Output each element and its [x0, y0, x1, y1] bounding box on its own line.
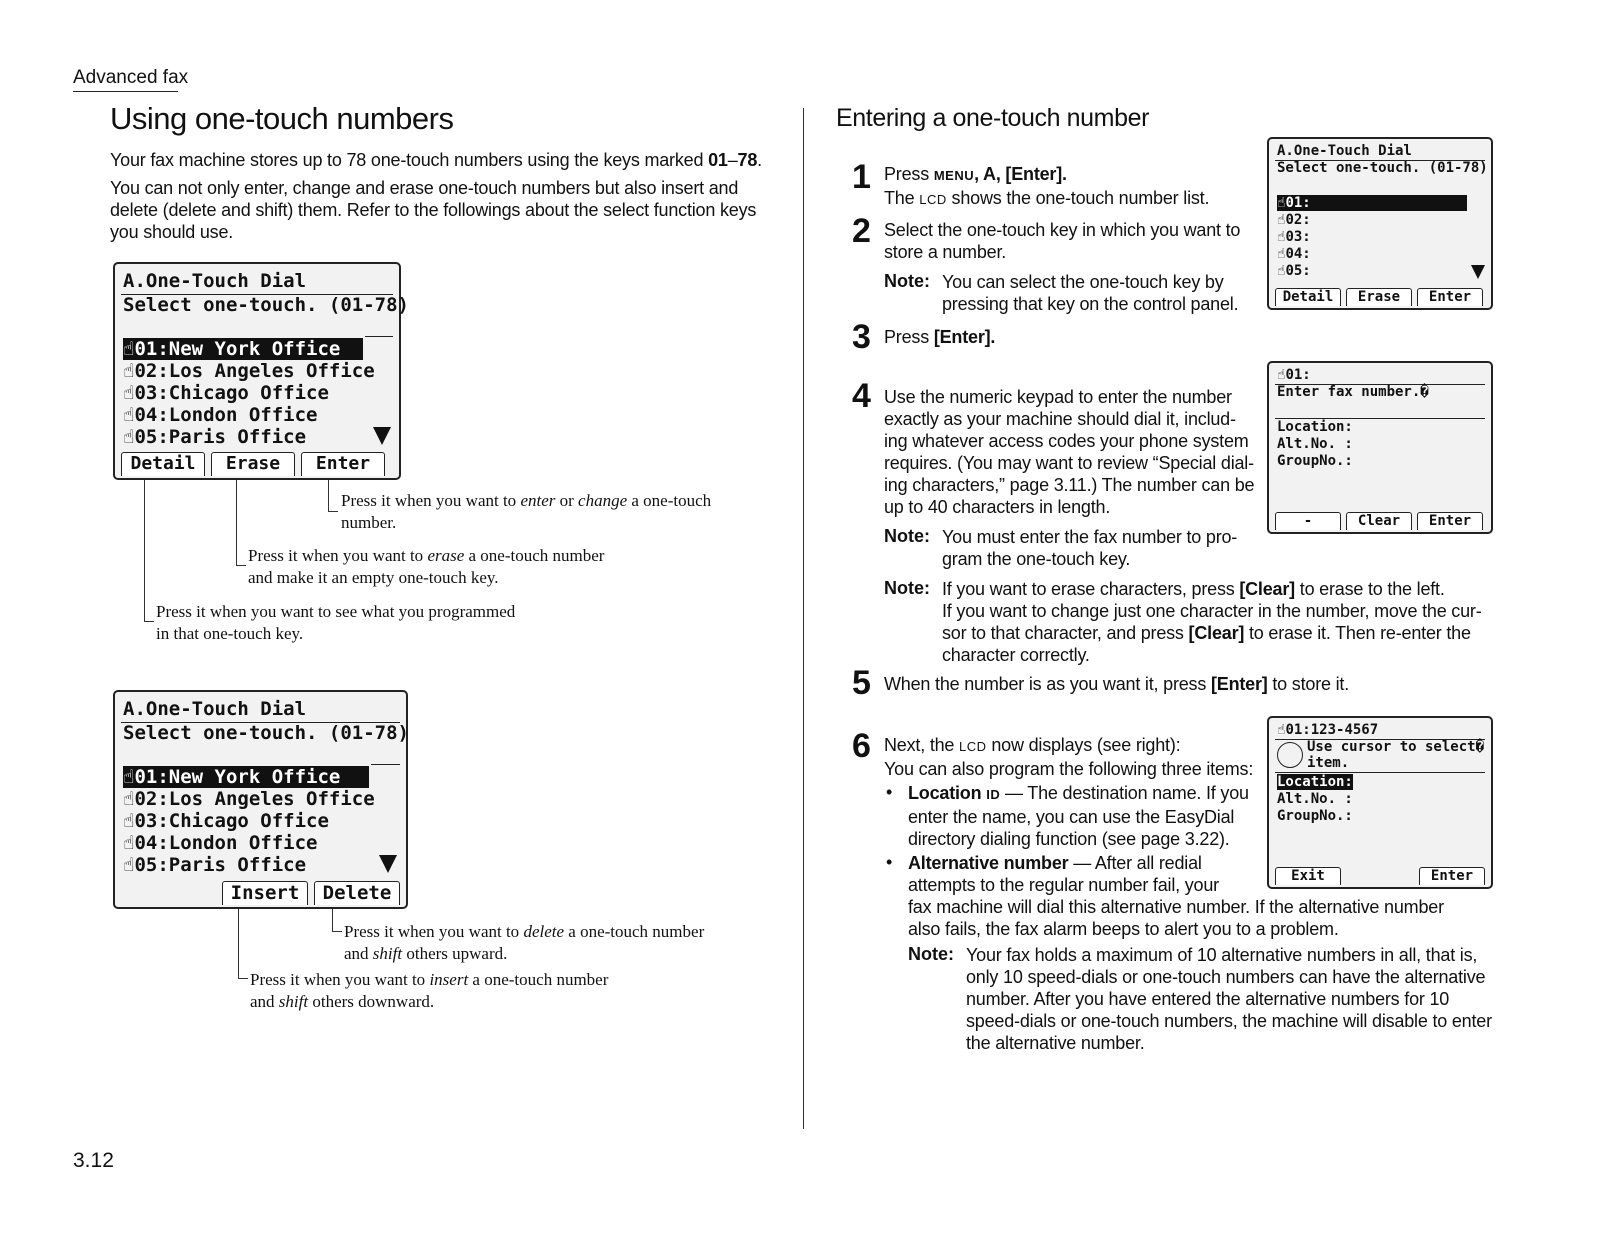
- clear-key[interactable]: Clear: [1346, 512, 1412, 530]
- step-5-text: When the number is as you want it, press [Enter] to store it.: [884, 674, 1350, 694]
- lcd-item-selected: ☝01:New York Office: [123, 338, 363, 360]
- erase-key[interactable]: Erase: [1346, 288, 1412, 306]
- pointing-hand-icon: ☝: [123, 832, 135, 854]
- column-divider: [803, 108, 804, 1129]
- pointing-hand-icon: ☝: [123, 360, 135, 382]
- note-label: Note:: [884, 271, 930, 291]
- lcd-screen-select-item: [1267, 716, 1493, 889]
- step-6-note: Your fax holds a maximum of 10 alternative numbers in all, that is, only 10 speed-dials or one-touch numbers can have the alternative number. After you have entered the alternative numbers for 10 speed-dials or one-touch numbers, the machine will disable to enter the alternative number.: [966, 945, 1492, 1053]
- enter-key[interactable]: Enter: [301, 452, 385, 476]
- intro-paragraph-2: You can not only enter, change and erase one-touch numbers but also insert and delete (delete and shift) them. Refer to the followings about the select function keys you should use.: [110, 178, 757, 242]
- callout-erase: Press it when you want to erase a one-touch number and make it an empty one-touch key.: [248, 546, 605, 587]
- lcd-item: ☝05:: [1277, 263, 1311, 279]
- pointing-hand-icon: ☝: [1277, 229, 1286, 245]
- enter-key[interactable]: Enter: [1419, 867, 1485, 885]
- bullet-alternative-number: Alternative number — After all redial attempts to the regular number fail, your fax machine will dial this alternative number. If the alternative number also fails, the fax alarm beeps to alert you to a problem.: [908, 853, 1444, 939]
- lcd-row-alt-no: Alt.No. :: [1277, 791, 1353, 807]
- step-number: 3: [852, 318, 871, 356]
- step-3-text: Press [Enter].: [884, 327, 996, 347]
- bullet-location: Location ID — The destination name. If you enter the name, you can use the EasyDial directory dialing function (see page 3.22).: [908, 783, 1249, 849]
- down-arrow-icon: [373, 427, 391, 445]
- lcd-row-alt-no: Alt.No. :: [1277, 436, 1353, 452]
- erase-key[interactable]: Erase: [211, 452, 295, 476]
- step-number: 1: [852, 158, 871, 196]
- lcd-row-location: Location:: [1277, 419, 1353, 435]
- step-4-note-1: You must enter the fax number to pro- gram the one-touch key.: [942, 527, 1238, 569]
- lcd-item: ☝02:Los Angeles Office: [123, 360, 375, 382]
- note-label: Note:: [884, 578, 930, 598]
- down-arrow-icon: [379, 855, 397, 873]
- down-arrow-icon: [1471, 265, 1485, 279]
- lcd-item-selected: ☝01:New York Office: [123, 766, 369, 788]
- lcd-item: ☝04:London Office: [123, 404, 318, 426]
- callout-delete: Press it when you want to delete a one-touch number and shift others upward.: [344, 922, 705, 963]
- lcd-item: ☝02:Los Angeles Office: [123, 788, 375, 810]
- pointing-hand-icon: ☝: [1277, 722, 1286, 738]
- pointing-hand-icon: ☝: [123, 338, 135, 360]
- page-number: 3.12: [73, 1149, 114, 1172]
- enter-key[interactable]: Enter: [1417, 288, 1483, 306]
- lcd-screen-empty-list: [1267, 137, 1493, 310]
- pointing-hand-icon: ☝: [123, 382, 135, 404]
- lcd-line-1: ☝01:123-4567: [1277, 722, 1379, 738]
- hyphen-key[interactable]: -: [1275, 512, 1341, 530]
- pointing-hand-icon: ☝: [1277, 246, 1286, 262]
- pointing-hand-icon: ☝: [123, 810, 135, 832]
- step-number: 2: [852, 212, 871, 250]
- lcd-item: ☝04:: [1277, 246, 1311, 262]
- exit-key[interactable]: Exit: [1275, 867, 1341, 885]
- lcd-item: ☝03:Chicago Office: [123, 382, 329, 404]
- right-title: Entering a one-touch number: [836, 104, 1150, 132]
- step-2-note: You can select the one-touch key by pressing that key on the control panel.: [942, 272, 1239, 314]
- delete-key[interactable]: Delete: [314, 881, 400, 905]
- lcd-item-selected: ☝01:: [1277, 195, 1467, 211]
- lcd-line-1: A.One-Touch Dial: [123, 270, 307, 292]
- note-label: Note:: [908, 944, 954, 964]
- callout-enter: Press it when you want to enter or change a one-touch number.: [341, 491, 712, 532]
- step-1-text: Press MENU, A, [Enter]. The LCD shows the one-touch number list.: [884, 164, 1210, 208]
- pointing-hand-icon: ☝: [123, 426, 135, 448]
- callout-detail: Press it when you want to see what you programmed in that one-touch key.: [156, 602, 516, 643]
- step-2-text: Select the one-touch key in which you want to store a number.: [884, 220, 1241, 262]
- step-number: 6: [852, 727, 871, 765]
- lcd-item: ☝03:: [1277, 229, 1311, 245]
- pointing-hand-icon: ☝: [1277, 195, 1286, 211]
- cursor-pad-icon: [1277, 742, 1303, 768]
- step-6-text: Next, the LCD now displays (see right): You can also program the following three items:: [884, 735, 1254, 779]
- lcd-row-group-no: GroupNo.:: [1277, 808, 1353, 824]
- lcd-line-2: Enter fax number.�: [1277, 384, 1429, 400]
- lcd-line-2: Select one-touch. (01-78): [1277, 160, 1488, 176]
- lcd-row-location: Location:: [1277, 774, 1353, 790]
- lcd-row-group-no: GroupNo.:: [1277, 453, 1353, 469]
- detail-key[interactable]: Detail: [121, 452, 205, 476]
- detail-key[interactable]: Detail: [1275, 288, 1341, 306]
- lcd-item: ☝05:Paris Office: [123, 854, 307, 876]
- step-number: 5: [852, 664, 871, 702]
- pointing-hand-icon: ☝: [1277, 212, 1286, 228]
- pointing-hand-icon: ☝: [123, 854, 135, 876]
- pointing-hand-icon: ☝: [123, 766, 135, 788]
- pointing-hand-icon: ☝: [123, 788, 135, 810]
- bullet: •: [886, 852, 893, 872]
- lcd-screen-insert-delete: [113, 690, 408, 909]
- lcd-line-1: ☝01:: [1277, 367, 1311, 383]
- pointing-hand-icon: ☝: [1277, 263, 1286, 279]
- step-4-note-2: If you want to erase characters, press [Clear] to erase to the left. If you want to change just one character in the number, move the cur- sor to that character, and press [Clear] to erase it. Then re-enter the character correctly.: [942, 579, 1482, 665]
- pointing-hand-icon: ☝: [123, 404, 135, 426]
- enter-key[interactable]: Enter: [1417, 512, 1483, 530]
- pointing-hand-icon: ☝: [1277, 367, 1286, 383]
- lcd-screen-enter-fax-number: [1267, 361, 1493, 534]
- note-label: Note:: [884, 526, 930, 546]
- section-label: Advanced fax: [73, 67, 178, 92]
- lcd-item: ☝04:London Office: [123, 832, 318, 854]
- lcd-line-2: Use cursor to select�: [1307, 739, 1485, 755]
- lcd-line-1: A.One-Touch Dial: [1277, 143, 1412, 159]
- step-number: 4: [852, 377, 871, 415]
- lcd-screen-list: [113, 262, 409, 480]
- lcd-line-3: item.: [1307, 755, 1350, 771]
- lcd-line-2: Select one-touch. (01-78): [123, 294, 409, 316]
- intro-paragraph-1: Your fax machine stores up to 78 one-touch numbers using the keys marked 01–78.: [110, 150, 762, 170]
- insert-key[interactable]: Insert: [222, 881, 308, 905]
- lcd-item: ☝03:Chicago Office: [123, 810, 329, 832]
- lcd-item: ☝02:: [1277, 212, 1311, 228]
- lcd-line-2: Select one-touch. (01-78): [123, 722, 409, 744]
- callout-insert: Press it when you want to insert a one-touch number and shift others downward.: [250, 970, 609, 1011]
- lcd-item: ☝05:Paris Office: [123, 426, 307, 448]
- left-title: Using one-touch numbers: [110, 101, 454, 136]
- lcd-line-1: A.One-Touch Dial: [123, 698, 307, 720]
- bullet: •: [886, 782, 893, 802]
- step-4-text: Use the numeric keypad to enter the number exactly as your machine should dial it, includ- ing whatever access codes your phone system requires. (You may want to review “Special dial- ing characters,” page 3.11.) The number can be up to 40 characters in length.: [884, 387, 1255, 517]
